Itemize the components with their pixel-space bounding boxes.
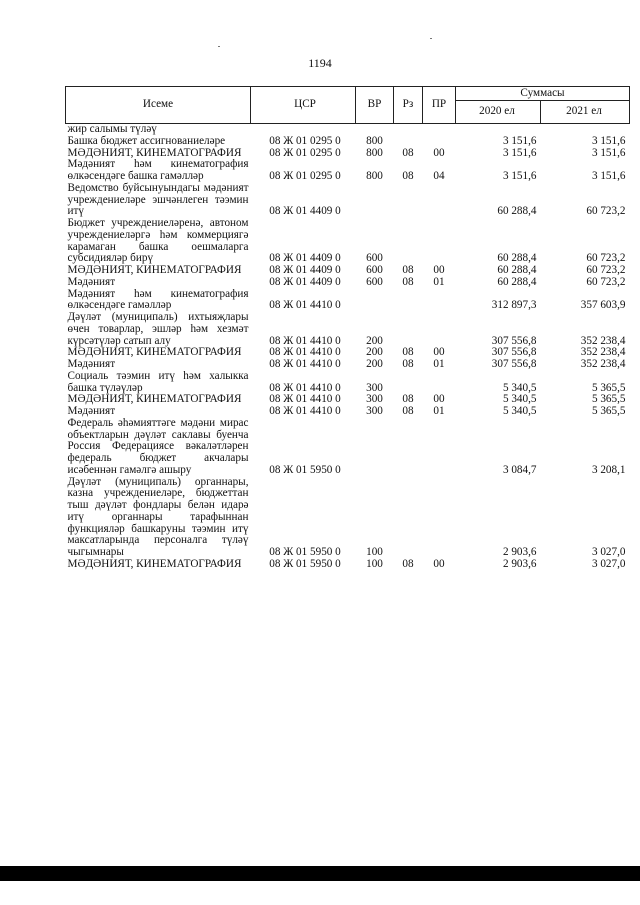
cell-y1: 307 556,8 [491,346,537,359]
cell-rz: 08 [402,264,414,276]
page-number: 1194 [308,56,332,70]
cell-csr: 08 Ж 01 4410 0 [269,393,341,406]
cell-name [66,289,251,313]
cell-vr: 200 [366,334,383,347]
cell-csr: 08 Ж 01 0295 0 [269,170,341,182]
cell-y2: 352 238,4 [580,346,626,359]
cell-csr: 08 Ж 01 4410 0 [269,346,341,359]
cell-rz [394,183,423,218]
cell-csr: 08 Ж 01 4409 0 [269,275,341,288]
cell-pr: 01 [433,405,445,417]
row-name: Социаль тәэмин итү һәм халыкка башка түләүләр [67,369,249,394]
cell-vr [356,289,394,313]
cell-y1: 2 903,6 [502,546,537,558]
cell-y2: 3 151,6 [591,170,626,182]
scan-edge-bar [0,866,640,881]
table-row [66,183,630,218]
table-row [66,418,630,477]
cell-csr: 08 Ж 01 4409 0 [269,205,341,218]
cell-y1: 60 288,4 [497,275,537,288]
row-name: Федераль әһәмияттәге мәдәни мирас объектларын дәүләт саклавы буенча Россия Федерациясе вәкаләтләрен федераль бюджет акчалары исәбеннән гамәлгә ашыру [67,416,249,476]
table-row [66,359,630,371]
header-year-2020: 2020 ел [456,101,541,124]
cell-vr: 200 [366,358,383,370]
cell-vr: 300 [366,405,383,417]
cell-name [66,159,251,183]
row-name: Мәдәният һәм кинематография өлкәсендәге башка гамәлләр [67,158,249,182]
row-name: МӘДӘНИЯТ, КИНЕМАТОГРАФИЯ [67,557,242,570]
cell-csr: 08 Ж 01 4410 0 [269,299,341,312]
cell-name [66,183,251,218]
cell-y1: 5 340,5 [502,405,537,417]
row-name: Дәүләт (муниципаль) органнары, казна учреждениеләре, бюджеттан тыш дәүләт фондлары белән идарә итү органнары тарафыннан функцияләр башкаруны тәэмин итү максатларында персоналга түләү чыгымнары [67,475,249,558]
cell-y2: 5 365,5 [591,405,626,417]
header-csr: ЦСР [251,87,356,124]
cell-rz [394,418,423,477]
header-sums: Суммасы [456,87,630,101]
cell-name [66,265,251,277]
cell-csr: 08 Ж 01 4410 0 [269,334,341,347]
cell-name [66,136,251,148]
header-rz: Рз [394,87,423,124]
row-name: Мәдәният [67,405,116,417]
cell-y2: 60 723,2 [586,252,626,265]
cell-name [66,277,251,289]
cell-y1: 307 556,8 [491,334,537,347]
table-body [66,124,630,571]
row-name: Мәдәният [67,275,116,288]
cell-y2: 5 365,5 [591,381,626,394]
cell-rz: 08 [402,170,414,182]
cell-csr: 08 Ж 01 5950 0 [269,557,341,570]
cell-y1: 3 151,6 [502,146,537,159]
table-row [66,265,630,277]
cell-csr [251,124,356,136]
row-name: Дәүләт (муниципаль) ихтыяҗлары өчен товарлар, эшләр һәм хезмәт күрсәтүләр сатып алу [67,311,249,347]
row-name: Башка бюджет ассигнованиеләре [67,134,226,147]
cell-y1: 60 288,4 [497,205,537,218]
cell-name [66,477,251,559]
row-name: Мәдәният [67,358,116,370]
cell-rz: 08 [402,146,414,159]
cell-y2: 3 027,0 [591,546,626,558]
cell-rz [394,124,423,136]
cell-vr: 800 [366,134,383,147]
scan-speck [430,38,432,39]
cell-name [66,406,251,418]
cell-y2: 352 238,4 [580,358,626,370]
table-row [66,559,630,571]
row-name: Ведомство буйсынуындагы мәдәният учреждениеләре эшчәнлеген тәэмин итү [67,181,249,218]
row-name: МӘДӘНИЯТ, КИНЕМАТОГРАФИЯ [67,146,242,159]
cell-pr [423,136,456,148]
cell-pr [423,418,456,477]
cell-csr: 08 Ж 01 4410 0 [269,405,341,417]
cell-csr: 08 Ж 01 0295 0 [269,146,341,159]
cell-y2 [541,124,630,136]
cell-y2: 5 365,5 [591,393,626,406]
cell-pr: 00 [433,557,445,570]
cell-pr [423,183,456,218]
cell-name [66,312,251,347]
cell-name [66,218,251,265]
cell-vr: 600 [366,252,383,265]
cell-name [66,359,251,371]
cell-y1: 5 340,5 [502,381,537,394]
cell-pr: 04 [433,170,445,182]
cell-y2: 3 151,6 [591,134,626,147]
cell-y1 [456,124,541,136]
cell-csr: 08 Ж 01 5950 0 [269,463,341,476]
cell-y1: 3 084,7 [502,463,537,476]
cell-rz: 08 [402,405,414,417]
cell-pr: 01 [433,358,445,370]
cell-vr: 600 [366,264,383,276]
cell-y1: 60 288,4 [497,264,537,276]
cell-pr [423,312,456,347]
row-name: Мәдәният һәм кинематография өлкәсендәге гамәлләр [67,287,249,312]
cell-y2: 60 723,2 [586,264,626,276]
cell-y2: 357 603,9 [580,299,626,312]
cell-y2: 3 151,6 [591,146,626,159]
cell-y1: 60 288,4 [497,252,537,265]
cell-csr: 08 Ж 01 4409 0 [269,252,341,265]
table-header [66,87,630,124]
cell-y1: 3 151,6 [502,134,537,147]
cell-name [66,124,251,136]
cell-pr [423,477,456,559]
row-name: Бюджет учреждениеләренә, автоном учреждениеләргә һәм коммерциягә карамаган башка оешмаларга субсидияләр бирү [67,217,249,265]
header-name: Исеме [66,87,251,124]
row-name: МӘДӘНИЯТ, КИНЕМАТОГРАФИЯ [67,264,242,276]
cell-vr: 300 [366,381,383,394]
cell-csr: 08 Ж 01 4409 0 [269,264,341,276]
table-row [66,218,630,265]
cell-vr: 100 [366,546,383,558]
table-row [66,277,630,289]
cell-rz [394,371,423,395]
cell-csr: 08 Ж 01 5950 0 [269,546,341,558]
table-row [66,347,630,359]
cell-rz [394,312,423,347]
cell-vr: 800 [366,146,383,159]
cell-y2: 3 027,0 [591,557,626,570]
table-row [66,159,630,183]
table-row [66,477,630,559]
cell-y2: 352 238,4 [580,334,626,347]
cell-name [66,559,251,571]
cell-pr [423,218,456,265]
cell-vr: 300 [366,393,383,406]
cell-rz: 08 [402,393,414,406]
cell-y2: 3 208,1 [591,463,626,476]
header-vr: ВР [356,87,394,124]
cell-rz [394,477,423,559]
cell-name [66,371,251,395]
cell-pr: 00 [433,346,445,359]
cell-csr: 08 Ж 01 4410 0 [269,381,341,394]
cell-pr [423,371,456,395]
table-row [66,406,630,418]
row-name: жир салымы түләү [67,123,157,135]
table-row [66,371,630,395]
scan-speck [218,46,220,47]
cell-vr: 100 [366,557,383,570]
cell-y1: 307 556,8 [491,358,537,370]
table-row [66,394,630,406]
cell-rz: 08 [402,358,414,370]
cell-vr [356,183,394,218]
cell-vr: 200 [366,346,383,359]
cell-rz [394,136,423,148]
cell-vr: 800 [366,170,383,182]
cell-rz: 08 [402,275,414,288]
cell-rz [394,289,423,313]
header-year-2021: 2021 ел [541,101,630,124]
cell-vr [356,124,394,136]
cell-y2: 60 723,2 [586,275,626,288]
header-pr: ПР [423,87,456,124]
cell-y1: 3 151,6 [502,170,537,182]
cell-y1: 2 903,6 [502,557,537,570]
table-row [66,312,630,347]
cell-pr: 00 [433,393,445,406]
cell-pr: 00 [433,264,445,276]
cell-y1: 312 897,3 [491,299,537,312]
cell-rz: 08 [402,557,414,570]
cell-csr: 08 Ж 01 4410 0 [269,358,341,370]
cell-pr [423,124,456,136]
cell-name [66,418,251,477]
cell-pr: 01 [433,275,445,288]
table-row [66,289,630,313]
budget-table [65,86,630,571]
cell-vr [356,418,394,477]
row-name: МӘДӘНИЯТ, КИНЕМАТОГРАФИЯ [67,346,242,359]
table-row [66,124,630,136]
cell-csr: 08 Ж 01 0295 0 [269,134,341,147]
row-name: МӘДӘНИЯТ, КИНЕМАТОГРАФИЯ [67,393,242,406]
cell-y1: 5 340,5 [502,393,537,406]
cell-y2: 60 723,2 [586,205,626,218]
cell-pr [423,289,456,313]
cell-pr: 00 [433,146,445,159]
table-row [66,136,630,148]
cell-vr: 600 [366,275,383,288]
cell-rz [394,218,423,265]
cell-rz: 08 [402,346,414,359]
